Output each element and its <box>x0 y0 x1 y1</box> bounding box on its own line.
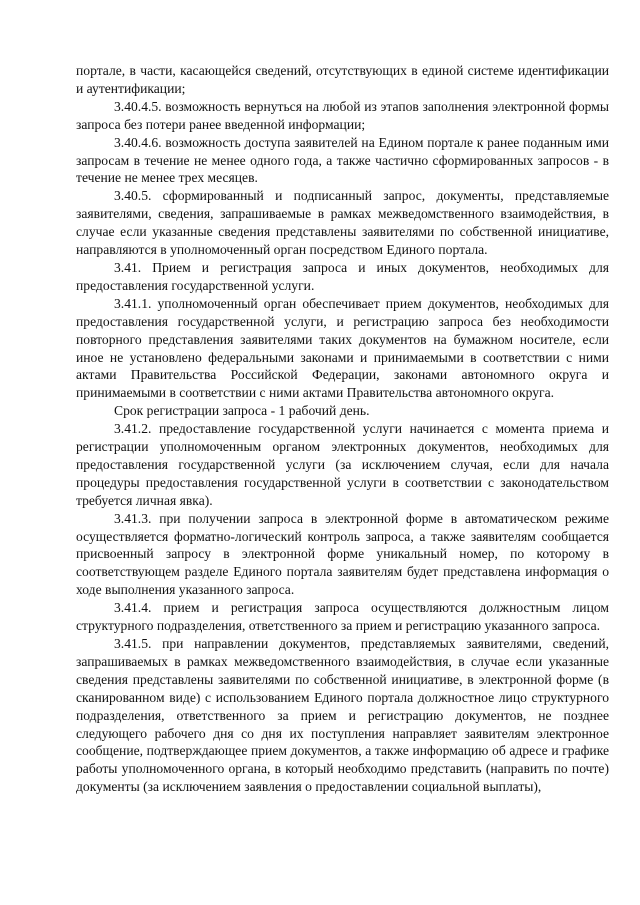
paragraph-continuation: портале, в части, касающейся сведений, отсутствующих в единой системе идентификации и аутентификации; <box>76 63 609 96</box>
paragraph-3-41-2: 3.41.2. предоставление государственной услуги начинается с момента приема и регистрации уполномоченным органом электронных документов, необходимых для предоставления государственной услуги (за исключением случая, если для начала процедуры предоставления государственной услуги в соответствии с законодательством требуется личная явка). <box>76 421 609 508</box>
document-page <box>76 62 609 796</box>
paragraph-3-41-1: 3.41.1. уполномоченный орган обеспечивает прием документов, необходимых для предоставления государственной услуги, и регистрацию запроса без необходимости повторного представления заявителями таких документов на бумажном носителе, если иное не установлено федеральными законами и принимаемыми в соответствии с ними актами Правительства Российской Федерации, законами автономного округа и принимаемыми в соответствии с ними актами Правительства автономного округа. <box>76 295 609 401</box>
paragraph-3-41-5: 3.41.5. при направлении документов, представляемых заявителями, сведений, запрашиваемых в рамках межведомственного взаимодействия, в случае если указанные сведения представлены заявителями по собственной инициативе, в электронной форме (в сканированном виде) с использованием Единого портала должностное лицо структурного подразделения, ответственного за прием и регистрацию документов, не позднее следующего рабочего дня со дня их поступления направляет заявителям электронное сообщение, подтверждающее прием документов, а также информацию об адресе и графике работы уполномоченного органа, в который необходимо представить (направить по почте) документы (за исключением заявления о предоставлении социальной выплаты), <box>76 636 609 795</box>
paragraph-3-40-5: 3.40.5. сформированный и подписанный запрос, документы, представляемые заявителями, сведения, запрашиваемые в рамках межведомственного взаимодействия, в случае если указанные сведения представлены заявителями по собственной инициативе, направляются в уполномоченный орган посредством Единого портала. <box>76 188 609 258</box>
paragraph-registration-term: Срок регистрации запроса - 1 рабочий день. <box>114 403 370 419</box>
paragraph-3-40-4-5: 3.40.4.5. возможность вернуться на любой из этапов заполнения электронной формы запроса без потери ранее введенной информации; <box>76 98 609 132</box>
paragraph-3-41: 3.41. Прием и регистрация запроса и иных документов, необходимых для предоставления государственной услуги. <box>76 259 609 293</box>
paragraph-3-40-4-6: 3.40.4.6. возможность доступа заявителей на Едином портале к ранее поданным ими запросам в течение не менее одного года, а также частично сформированных запросов - в течение не менее трех месяцев. <box>76 134 609 186</box>
paragraph-3-41-4: 3.41.4. прием и регистрация запроса осуществляются должностным лицом структурного подразделения, ответственного за прием и регистрацию указанного запроса. <box>76 600 609 634</box>
paragraph-3-41-3: 3.41.3. при получении запроса в электронной форме в автоматическом режиме осуществляется форматно-логический контроль запроса, а также заявителям сообщается присвоенный запросу в электронной форме уникальный номер, по которому в соответствующем разделе Единого портала заявителям будет представлена информация о ходе выполнения указанного запроса. <box>76 510 609 598</box>
